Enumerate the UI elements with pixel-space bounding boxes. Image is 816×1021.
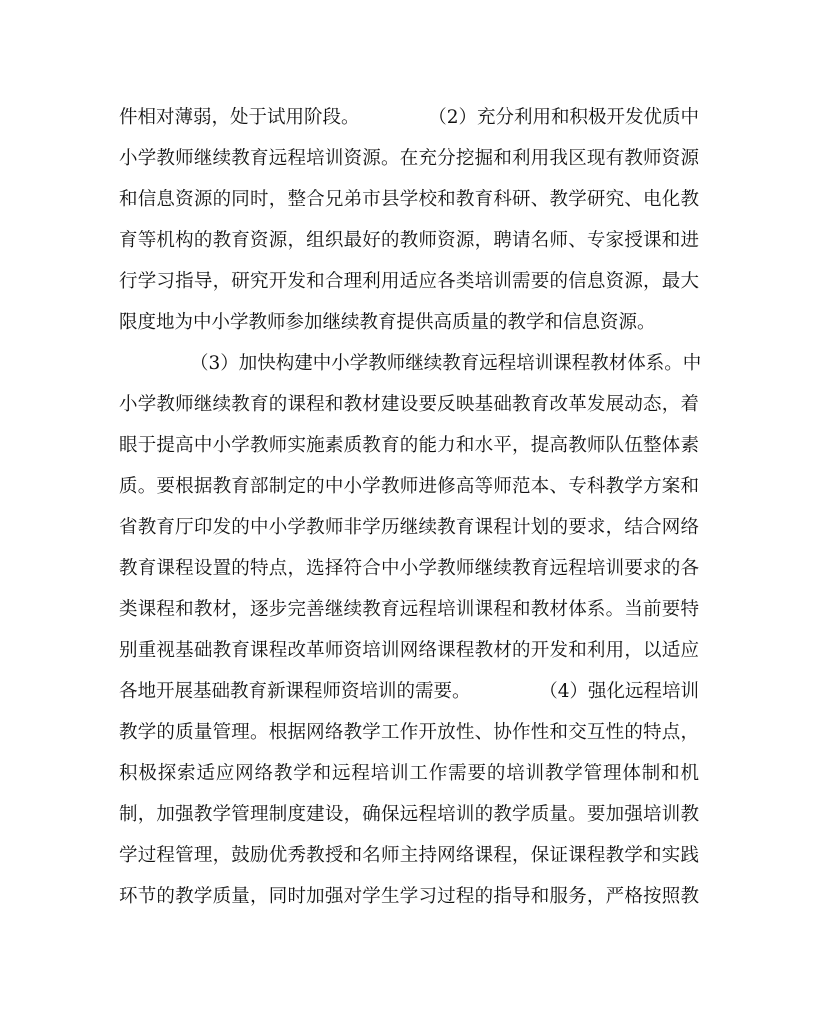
text-line (119, 677, 699, 707)
text-line: 积极探索适应网络教学和远程培训工作需要的培训教学管理体制和机 (119, 763, 699, 784)
text-segment: 各地开展基础教育新课程师资培训的需要。 (119, 681, 471, 702)
text-line: 质。要根据教育部制定的中小学教师进修高等师范本、专科教学方案和 (119, 476, 699, 497)
text-line: 育等机构的教育资源，组织最好的教师资源，聘请名师、专家授课和进 (119, 230, 699, 251)
text-line: 类课程和教材，逐步完善继续教育远程培训课程和教材体系。当前要特 (119, 599, 699, 620)
text-line: 环节的教学质量，同时加强对学生学习过程的指导和服务，严格按照教 (119, 886, 699, 907)
text-line: 行学习指导，研究开发和合理利用适应各类培训需要的信息资源，最大 (119, 271, 699, 292)
text-line: 教学的质量管理。根据网络教学工作开放性、协作性和交互性的特点， (119, 722, 699, 743)
text-segment: （4）强化远程培训 (539, 681, 699, 702)
text-line: 学过程管理，鼓励优秀教授和名师主持网络课程，保证课程教学和实践 (119, 845, 699, 866)
text-line: （3）加快构建中小学教师继续教育远程培训课程教材体系。中 (190, 353, 702, 374)
text-line: 省教育厅印发的中小学教师非学历继续教育课程计划的要求，结合网络 (119, 517, 699, 538)
text-line (119, 103, 699, 133)
text-segment: 件相对薄弱，处于试用阶段。 (119, 107, 360, 128)
text-line: 限度地为中小学教师参加继续教育提供高质量的教学和信息资源。 (119, 312, 656, 333)
text-line: 小学教师继续教育远程培训资源。在充分挖掘和利用我区现有教师资源 (119, 148, 699, 169)
text-line: 和信息资源的同时，整合兄弟市县学校和教育科研、教学研究、电化教 (119, 189, 699, 210)
text-line: 制，加强教学管理制度建设，确保远程培训的教学质量。要加强培训教 (119, 804, 699, 825)
text-line: 眼于提高中小学教师实施素质教育的能力和水平，提高教师队伍整体素 (119, 435, 699, 456)
text-line: 小学教师继续教育的课程和教材建设要反映基础教育改革发展动态，着 (119, 394, 699, 415)
text-line: 教育课程设置的特点，选择符合中小学教师继续教育远程培训要求的各 (119, 558, 699, 579)
text-segment: （2）充分利用和积极开发优质中 (428, 107, 699, 128)
text-line: 别重视基础教育课程改革师资培训网络课程教材的开发和利用，以适应 (119, 640, 699, 661)
